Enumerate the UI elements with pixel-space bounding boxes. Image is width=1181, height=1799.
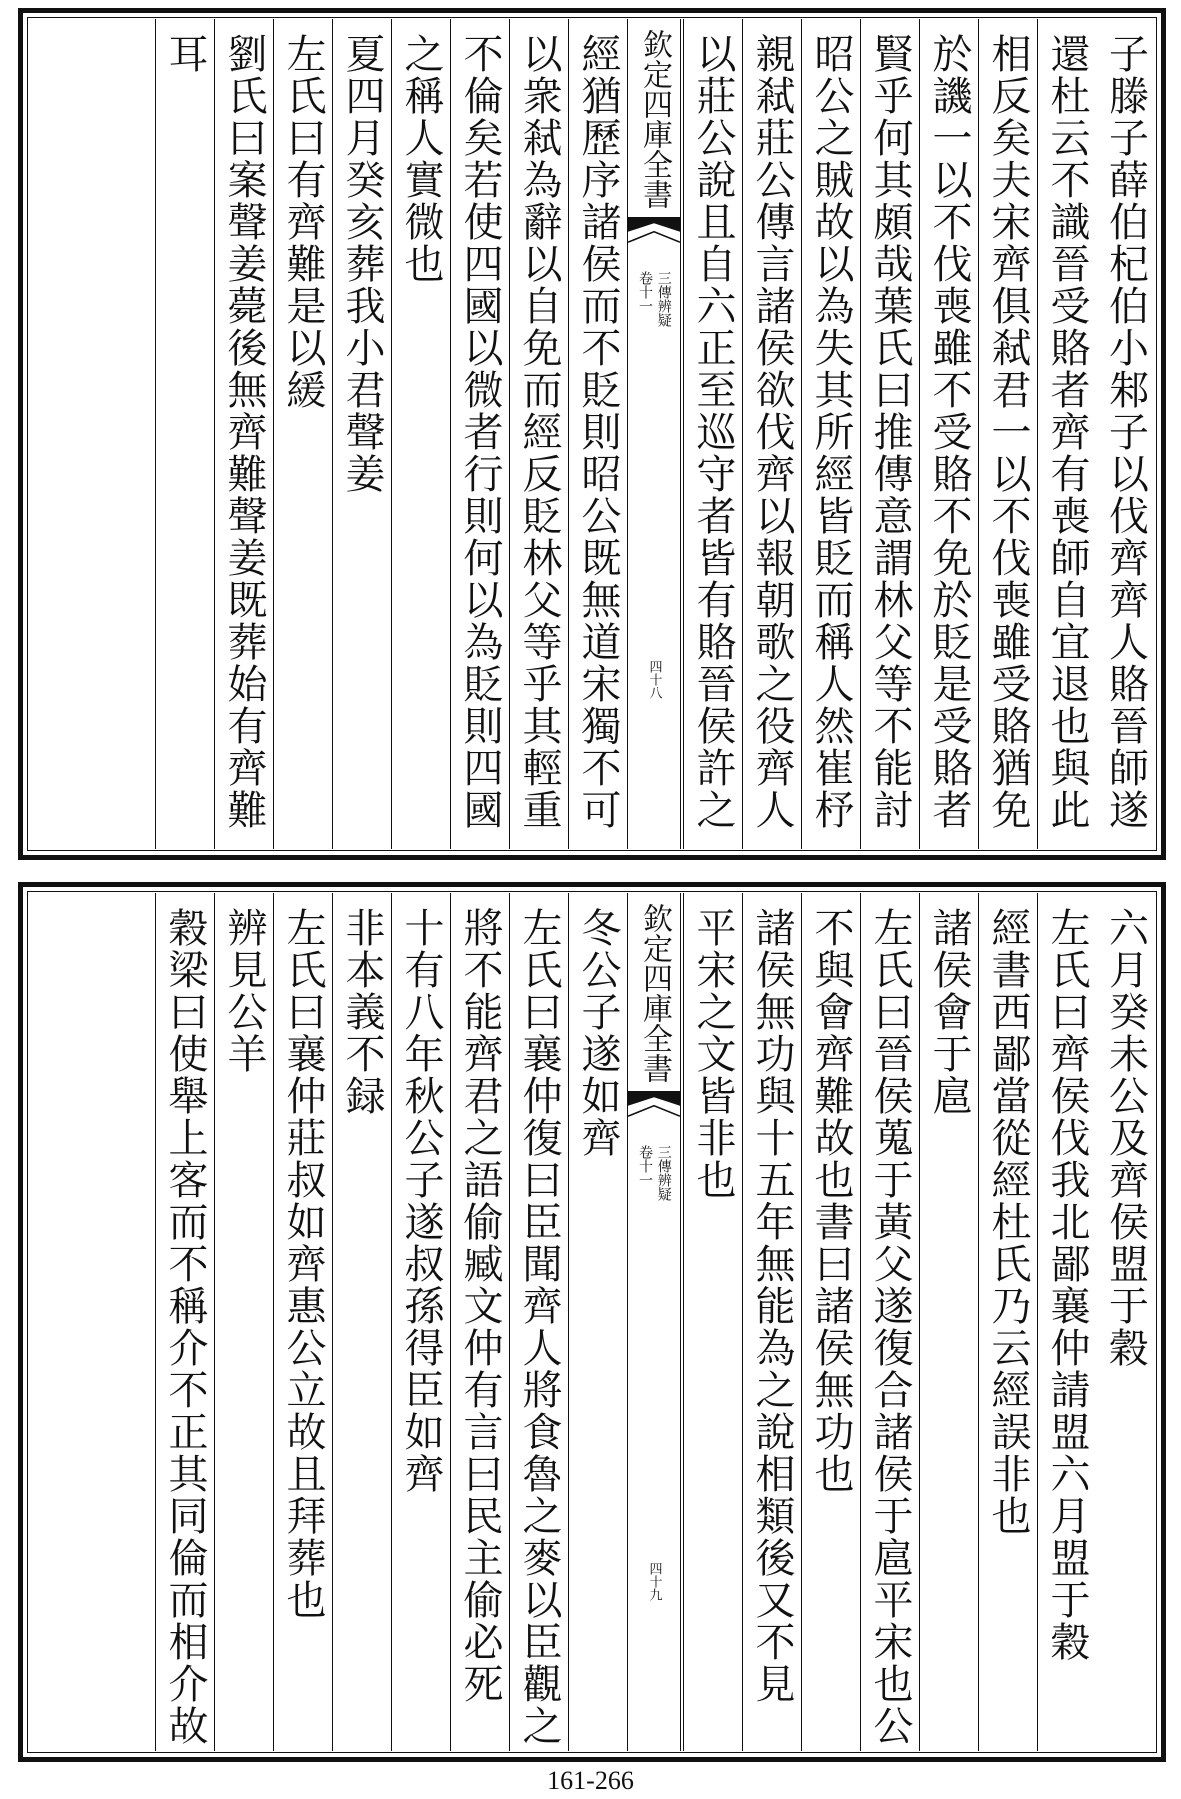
leaf-number: 四十九: [646, 1562, 662, 1601]
text-column: [155, 893, 214, 1751]
text-column: [801, 893, 860, 1751]
text-column: [1096, 19, 1155, 849]
text-column: [978, 19, 1037, 849]
column-text: 以莊公說且自六正至巡守者皆有賂晉侯許之: [690, 33, 736, 831]
column-text: 經猶歷序諸侯而不貶則昭公既無道宋獨不可: [575, 33, 621, 831]
column-text: 將不能齊君之語偷臧文仲有言曰民主偷必死: [457, 907, 503, 1705]
spine-book-title: 三傳辨疑: [655, 271, 672, 327]
column-text: 左氏曰有齊難是以緩: [280, 33, 326, 411]
text-column: [801, 19, 860, 849]
top-page-body: [29, 19, 1155, 849]
column-text: 耳: [162, 33, 208, 75]
spine-title: 欽定四庫全書: [637, 29, 672, 209]
column-text: 之稱人實微也: [398, 33, 444, 285]
bottom-page: [18, 882, 1166, 1762]
text-column: [214, 19, 273, 849]
column-text: 於譏一以不伐喪雖不受賂不免於貶是受賂者: [926, 33, 972, 831]
spine-title: 欽定四庫全書: [637, 903, 672, 1083]
column-text: 相反矣夫宋齊俱弒君一以不伐喪雖受賂猶免: [985, 33, 1031, 831]
text-column: [1096, 893, 1155, 1751]
column-text: 左氏曰齊侯伐我北鄙襄仲請盟六月盟于穀: [1044, 907, 1090, 1663]
column-text: 昭公之賊故以為失其所經皆貶而稱人然崔杼: [808, 33, 854, 831]
column-text: 不倫矣若使四國以微者行則何以為貶則四國: [457, 33, 503, 831]
column-text: 六月癸未公及齊侯盟于穀: [1102, 907, 1149, 1369]
text-column: [391, 893, 450, 1751]
column-text: 親弒莊公傳言諸侯欲伐齊以報朝歌之役齊人: [749, 33, 795, 831]
text-column: [919, 19, 978, 849]
top-page: [18, 8, 1166, 860]
text-column: [214, 893, 273, 1751]
text-column: [860, 19, 919, 849]
spine-book-volume: [637, 1145, 670, 1201]
spine-volume: 卷十一: [637, 271, 653, 313]
column-text: 穀梁曰使舉上客而不稱介不正其同倫而相介故: [162, 907, 208, 1747]
text-column: [568, 893, 627, 1751]
center-spine: [627, 893, 681, 1751]
text-column: [1037, 19, 1096, 849]
column-text: 十有八年秋公子遂叔孫得臣如齊: [398, 907, 444, 1495]
leaf-number: 四十八: [646, 660, 662, 699]
column-text: 非本義不録: [339, 907, 385, 1117]
text-column: [450, 893, 509, 1751]
column-text: 平宋之文皆非也: [690, 907, 736, 1201]
footer-page-number: 161-266: [547, 1766, 634, 1795]
fishtail-mark-icon: [628, 217, 680, 259]
column-text: 不與會齊難故也書曰諸侯無功也: [808, 907, 854, 1495]
spine-volume: 卷十一: [637, 1145, 653, 1187]
text-column: [683, 893, 742, 1751]
text-column: [1037, 893, 1096, 1751]
text-column: [742, 893, 801, 1751]
text-column: [273, 893, 332, 1751]
column-text: 左氏曰晉侯蒐于黃父遂復合諸侯于扈平宋也公: [867, 907, 913, 1747]
column-text: 賢乎何其頗哉葉氏曰推傳意謂林父等不能討: [867, 33, 913, 831]
fishtail-mark-icon: [628, 1091, 680, 1133]
text-column: [742, 19, 801, 849]
column-text: 諸侯無功與十五年無能為之說相類後又不見: [749, 907, 795, 1705]
text-column: [509, 19, 568, 849]
text-column: [683, 19, 742, 849]
column-text: 冬公子遂如齊: [575, 907, 621, 1159]
column-text: 子滕子薛伯杞伯小邾子以伐齊齊人賂晉師遂: [1102, 33, 1149, 831]
center-spine: [627, 19, 681, 849]
column-text: 以衆弒為辭以自免而經反貶林父等乎其輕重: [516, 33, 562, 831]
text-column: [450, 19, 509, 849]
text-column: [391, 19, 450, 849]
spine-book-volume: [637, 271, 670, 327]
column-text: 還杜云不識晉受賂者齊有喪師自宜退也與此: [1044, 33, 1090, 831]
column-text: 劉氏曰案聲姜薨後無齊難聲姜既葬始有齊難: [221, 33, 267, 831]
column-text: 辨見公羊: [221, 907, 267, 1075]
spine-book-title: 三傳辨疑: [655, 1145, 672, 1201]
column-text: 左氏曰襄仲莊叔如齊惠公立故且拜葬也: [280, 907, 326, 1621]
text-column: [332, 19, 391, 849]
text-column: [509, 893, 568, 1751]
text-column: [155, 19, 214, 849]
text-column: [860, 893, 919, 1751]
bottom-page-body: [29, 893, 1155, 1751]
column-text: 夏四月癸亥葬我小君聲姜: [339, 33, 385, 495]
text-column: [978, 893, 1037, 1751]
column-text: 左氏曰襄仲復曰臣聞齊人將食魯之麥以臣觀之: [516, 907, 562, 1747]
column-text: 經書西鄙當從經杜氏乃云經誤非也: [985, 907, 1031, 1537]
text-column: [332, 893, 391, 1751]
column-text: 諸侯會于扈: [926, 907, 972, 1117]
text-column: [273, 19, 332, 849]
text-column: [568, 19, 627, 849]
text-column: [919, 893, 978, 1751]
